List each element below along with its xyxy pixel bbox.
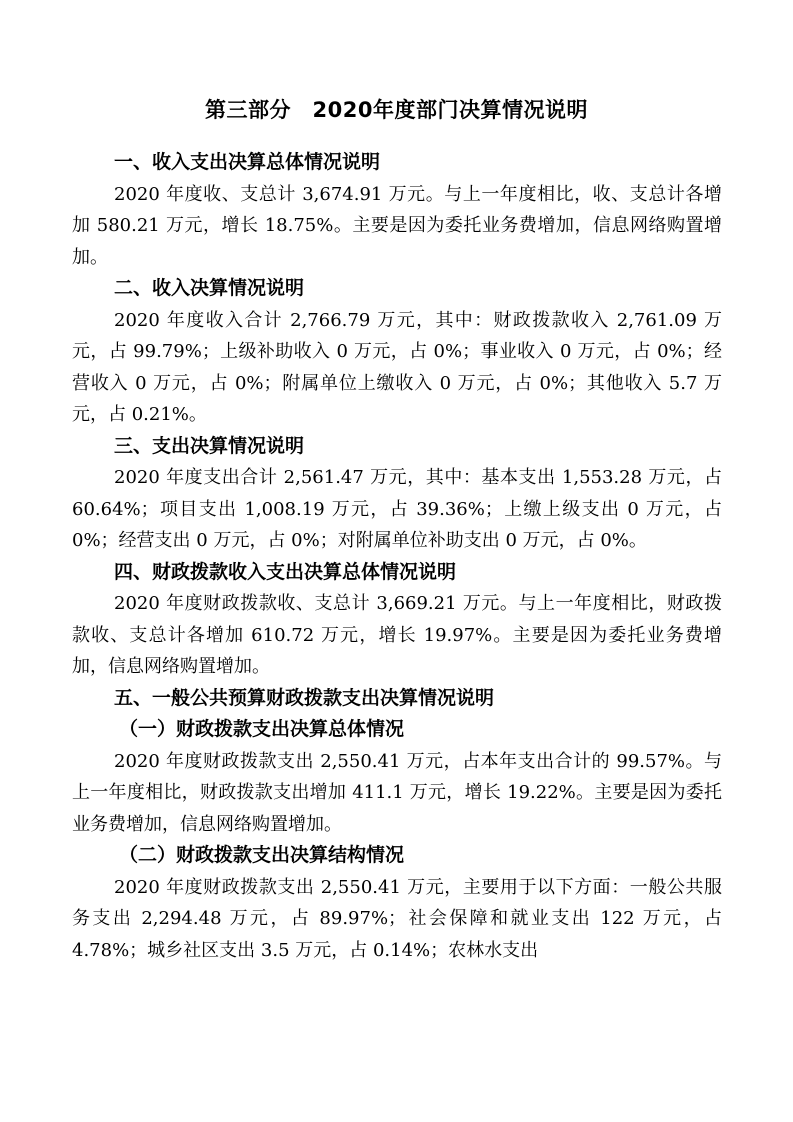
section-5-1-paragraph: 2020 年度财政拨款支出 2,550.41 万元，占本年支出合计的 99.57%。与上一年度相比，财政拨款支出增加 411.1 万元，增长 19.22%。主要是因为委托业务费增加，信息网络购置增加。 bbox=[72, 750, 722, 835]
section-5-heading: 五、一般公共预算财政拨款支出决算情况说明 bbox=[114, 686, 495, 709]
section-5-1-subheading: （一）财政拨款支出决算总体情况 bbox=[119, 718, 405, 740]
section-4-paragraph: 2020 年度财政拨款收、支总计 3,669.21 万元。与上一年度相比，财政拨款收、支总计各增加 610.72 万元，增长 19.97%。主要是因为委托业务费增加，信息网络购置增加。 bbox=[72, 593, 722, 677]
section-4-heading: 四、财政拨款收入支出决算总体情况说明 bbox=[114, 560, 457, 583]
section-5-2-paragraph: 2020 年度财政拨款支出 2,550.41 万元，主要用于以下方面：一般公共服务支出 2,294.48 万元，占 89.97%；社会保障和就业支出 122 万元，占 4.78%；城乡社区支出 3.5 万元，占 0.14%；农林水支出 bbox=[72, 876, 722, 961]
section-2-paragraph: 2020 年度收入合计 2,766.79 万元，其中：财政拨款收入 2,761.09 万元，占 99.79%；上级补助收入 0 万元，占 0%；事业收入 0 万元，占 0%；经营收入 0 万元，占 0%；附属单位上缴收入 0 万元，占 0%；其他收入 5.7 万元，占 0.21%。 bbox=[72, 309, 722, 425]
page-title: 第三部分 2020年度部门决算情况说明 bbox=[205, 98, 588, 122]
document-body bbox=[72, 147, 722, 966]
section-1-heading: 一、收入支出决算总体情况说明 bbox=[114, 151, 381, 173]
section-3-heading: 三、支出决算情况说明 bbox=[114, 434, 305, 457]
section-3-paragraph: 2020 年度支出合计 2,561.47 万元，其中：基本支出 1,553.28 万元，占 60.64%；项目支出 1,008.19 万元，占 39.36%；上缴上级支出 0 万元，占 0%；经营支出 0 万元，占 0%；对附属单位补助支出 0 万元，占 0%。 bbox=[72, 467, 722, 551]
section-5-2-subheading: （二）财政拨款支出决算结构情况 bbox=[119, 844, 405, 866]
section-2-heading: 二、收入决算情况说明 bbox=[114, 277, 305, 299]
section-1-paragraph: 2020 年度收、支总计 3,674.91 万元。与上一年度相比，收、支总计各增加 580.21 万元，增长 18.75%。主要是因为委托业务费增加，信息网络购置增加。 bbox=[72, 183, 722, 268]
